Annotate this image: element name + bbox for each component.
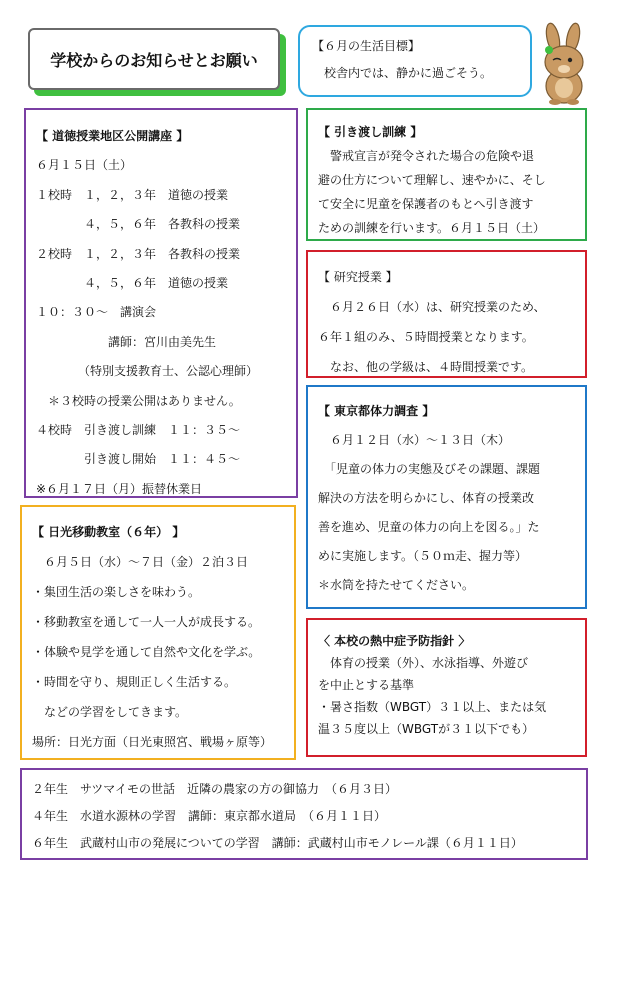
heatstroke-line: を中止とする基準 [318,678,415,692]
handover-drill-title: 【 引き渡し訓練 】 [318,125,423,139]
moral-class-title: 【 道徳授業地区公開講座 】 [36,129,189,143]
goal-text: 校舎内では、静かに過ごそう。 [324,66,493,80]
moral-class-line: （特別支援教育士、公認心理師） [36,364,259,379]
research-class-line: ６月２６日（水）は、研究授業のため、 [318,300,546,314]
moral-class-line: １０：３０～ 講演会 [36,305,157,320]
rabbit-flower [545,46,553,54]
moral-class-line: ６月１５日（土） [36,158,133,173]
page-title: 学校からのお知らせとお願い [50,50,258,70]
moral-class-line: ＊３校時の授業公開はありません。 [36,393,241,408]
rabbit-right-foot [567,99,579,105]
handover-drill-line: ための訓練を行います。６月１５日（土） [318,221,546,235]
moral-class-line: ４，５，６年 道徳の授業 [36,275,229,290]
moral-class-line: ４校時 引き渡し訓練 １１：３５～ [36,422,241,437]
nikko-trip-line: ６月５日（水）～７日（金）２泊３日 [32,555,249,569]
heatstroke-line: ・暑さ指数（WBGT）３１以上、または気 [318,700,547,714]
nikko-trip-line: ・時間を守り、規則正しく生活する。 [32,675,237,689]
grade-activity-line: ２年生 サツマイモの世話 近隣の農家の方の御協力 （６月３日） [32,782,398,796]
handover-drill-line: て安全に児童を保護者のもとへ引き渡す [318,197,534,211]
heatstroke-line: 体育の授業（外）、水泳指導、外遊び [318,656,529,670]
moral-class-line: ※６月１７日（月）振替休業日 [36,481,203,496]
handover-drill-panel [306,108,587,241]
nikko-trip-line: ・集団生活の楽しさを味わう。 [32,585,201,599]
handover-drill-line: 避の仕方について理解し、速やかに、そし [318,173,546,187]
grade-activity-line: ４年生 水道水源林の学習 講師：東京都水道局 （６月１１日） [32,809,387,823]
nikko-trip-title: 【 日光移動教室（６年） 】 [32,525,185,539]
moral-class-line: ４，５，６年 各教科の授業 [36,217,241,232]
rabbit-muzzle [558,65,570,73]
rabbit-eye [568,58,572,62]
handover-drill-line: 警戒宣言が発令された場合の危険や退 [318,149,535,163]
moral-class-line: １校時 １，２，３年 道徳の授業 [36,187,229,202]
nikko-trip-panel [20,505,296,760]
rabbit-left-foot [549,99,561,105]
fitness-survey-line: めに実施します。（５０ｍ走、握力等） [318,549,528,563]
research-class-title: 【 研究授業 】 [318,270,398,284]
moral-class-line: 引き渡し開始 １１：４５～ [36,452,241,467]
title-frame [28,28,280,90]
fitness-survey-line: 「児童の体力の実態及びその課題、課題 [318,462,541,476]
grade-activity-line: ６年生 武蔵村山市の発展についての学習 講師：武蔵村山市モノレール課（６月１１日） [32,836,523,850]
heatstroke-panel [306,618,587,757]
fitness-survey-panel [306,385,587,609]
moral-class-line: 講師：宮川由美先生 [36,334,217,349]
moral-class-panel [24,108,298,498]
research-class-line: ６年１組のみ、５時間授業となります。 [318,330,534,344]
heatstroke-line: 温３５度以上（WBGTが３１以下でも） [318,722,535,736]
goal-title: 【６月の生活目標】 [312,39,421,53]
heatstroke-title: 〈 本校の熱中症予防指針 〉 [318,634,471,648]
fitness-survey-line: 解決の方法を明らかにし、体育の授業改 [318,491,535,505]
fitness-survey-line: ６月１２日（水）～１３日（木） [318,433,511,447]
nikko-trip-line: などの学習をしてきます。 [32,705,188,719]
nikko-trip-line: ・体験や見学を通して自然や文化を学ぶ。 [32,645,261,659]
fitness-survey-line: ＊水筒を持たせてください。 [318,578,475,592]
nikko-trip-line: 場所：日光方面（日光東照宮、戦場ヶ原等） [32,735,273,749]
rabbit-belly [555,78,573,98]
rabbit-illustration [533,22,595,106]
fitness-survey-line: 善を進め、児童の体力の向上を図る。」た [318,520,540,534]
research-class-line: なお、他の学級は、４時間授業です。 [318,360,534,374]
grade-activities-panel [20,768,588,860]
moral-class-line: ２校時 １，２，３年 各教科の授業 [36,246,241,261]
nikko-trip-line: ・移動教室を通して一人一人が成長する。 [32,615,261,629]
fitness-survey-title: 【 東京都体力調査 】 [318,404,435,418]
research-class-panel [306,250,587,378]
monthly-goal-box [298,25,532,97]
title-banner [28,28,290,96]
